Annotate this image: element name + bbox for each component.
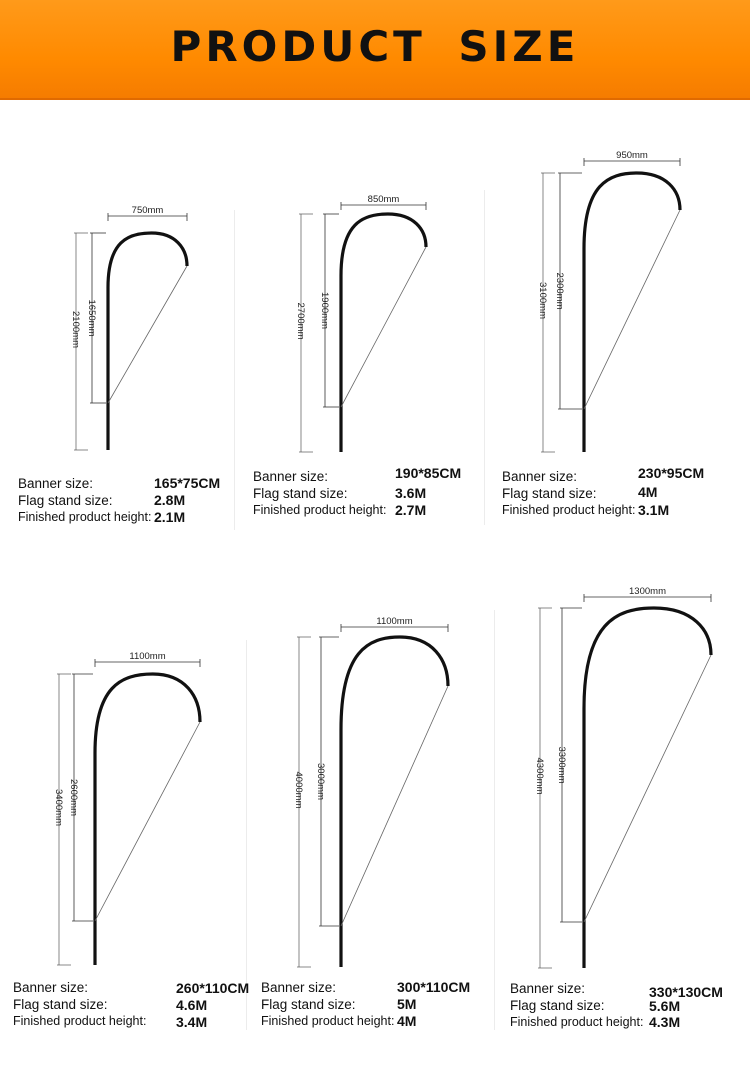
banner-size-value: 230*95CM: [638, 465, 705, 481]
height-value: 4.3M: [649, 1014, 681, 1030]
width-dimension-label: 1100mm: [376, 616, 413, 627]
height-label: Finished product height:: [18, 510, 152, 524]
width-dimension-label: 850mm: [367, 194, 400, 205]
spec-block-3: [502, 465, 737, 520]
width-dimension-label: 750mm: [131, 205, 164, 216]
stand-size-label: Flag stand size:: [502, 486, 597, 501]
total-height-dimension-label: 2700mm: [295, 302, 306, 340]
flag-pole: [341, 637, 448, 967]
page-title: PRODUCT SIZE: [170, 22, 580, 71]
banner-edge: [95, 722, 200, 921]
banner-size-value: 300*110CM: [397, 979, 471, 995]
height-label: Finished product height:: [253, 503, 387, 517]
stand-size-value: 4.6M: [176, 997, 208, 1013]
stand-size-label: Flag stand size:: [510, 998, 605, 1013]
flag-pole: [95, 674, 200, 965]
banner-size-label: Banner size:: [253, 469, 329, 484]
banner-edge: [341, 247, 426, 407]
banner-edge: [584, 210, 680, 409]
spec-block-4: [13, 979, 250, 1034]
stand-size-value: 3.6M: [395, 485, 427, 501]
spec-block-5: [261, 979, 491, 1034]
banner-edge: [108, 266, 187, 403]
flag-height-dimension-label: 2300mm: [554, 272, 565, 310]
banner-size-label: Banner size:: [18, 476, 94, 491]
flag-diagram-2: [295, 194, 426, 452]
height-value: 2.7M: [395, 502, 427, 518]
height-value: 3.1M: [638, 502, 670, 518]
flag-diagram-1: [70, 205, 187, 450]
banner-size-label: Banner size:: [13, 980, 89, 995]
stand-size-value: 5M: [397, 996, 417, 1012]
stand-size-label: Flag stand size:: [261, 997, 356, 1012]
flag-pole: [584, 173, 680, 452]
width-dimension-label: 1300mm: [629, 586, 666, 597]
banner-edge: [584, 655, 711, 922]
banner-size-value: 165*75CM: [154, 475, 221, 491]
banner-size-value: 190*85CM: [395, 465, 462, 481]
total-height-dimension-label: 4000mm: [293, 771, 304, 809]
total-height-dimension-label: 3100mm: [537, 282, 548, 319]
spec-block-1: [18, 475, 233, 530]
flag-height-dimension-label: 1650mm: [86, 299, 97, 337]
total-height-dimension-label: 3400mm: [53, 789, 64, 826]
banner-edge: [341, 686, 448, 926]
stand-size-label: Flag stand size:: [13, 997, 108, 1012]
stand-size-value: 4M: [638, 484, 658, 500]
stand-size-label: Flag stand size:: [253, 486, 348, 501]
flag-height-dimension-label: 3000mm: [315, 763, 326, 800]
banner-size-value: 260*110CM: [176, 980, 250, 996]
flag-diagram-5: [293, 616, 448, 967]
width-dimension-label: 950mm: [616, 150, 648, 161]
stand-size-label: Flag stand size:: [18, 493, 113, 508]
flag-pole: [108, 233, 187, 450]
flag-height-dimension-label: 1900mm: [319, 292, 330, 329]
banner-size-label: Banner size:: [261, 980, 337, 995]
flag-height-dimension-label: 3300mm: [556, 746, 567, 784]
spec-block-2: [253, 465, 478, 520]
banner-size-label: Banner size:: [510, 981, 586, 996]
width-dimension-label: 1100mm: [129, 651, 166, 662]
height-value: 2.1M: [154, 509, 186, 525]
flag-diagram-4: [53, 651, 200, 965]
height-label: Finished product height:: [13, 1014, 147, 1028]
stand-size-value: 2.8M: [154, 492, 186, 508]
height-value: 3.4M: [176, 1014, 208, 1030]
height-label: Finished product height:: [261, 1014, 395, 1028]
banner-size-value: 330*130CM: [649, 984, 723, 1000]
spec-block-6: [510, 980, 745, 1035]
height-label: Finished product height:: [510, 1015, 644, 1029]
height-label: Finished product height:: [502, 503, 636, 517]
total-height-dimension-label: 2100mm: [70, 311, 81, 348]
flag-diagram-3: [537, 150, 680, 452]
stand-size-value: 5.6M: [649, 998, 681, 1014]
flag-height-dimension-label: 2600mm: [68, 779, 79, 816]
flag-diagram-6: [534, 586, 711, 968]
flag-pole: [341, 214, 426, 452]
total-height-dimension-label: 4300mm: [534, 757, 545, 795]
height-value: 4M: [397, 1013, 417, 1029]
banner-size-label: Banner size:: [502, 469, 578, 484]
